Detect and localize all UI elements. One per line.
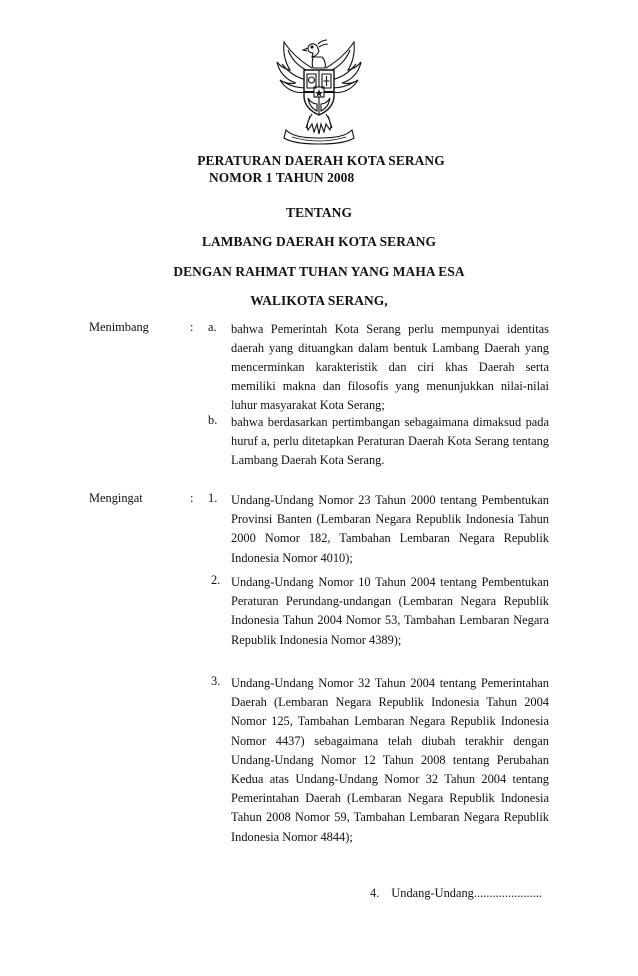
menimbang-item-marker: b. [208, 413, 218, 427]
continuation-number: 4. [370, 886, 380, 900]
mengingat-item-text: Undang-Undang Nomor 23 Tahun 2000 tentang Pembentukan Provinsi Banten (Lembaran Negara Republik Indonesia Tahun 2000 Nomor 182, Tambahan Lembaran Negara Republik Indonesia Nomor 4010); [231, 493, 549, 565]
regulation-title: PERATURAN DAERAH KOTA SERANG [197, 153, 445, 168]
continuation-text: Undang-Undang...................... [391, 886, 543, 900]
menimbang-item-marker: a. [208, 320, 217, 334]
menimbang-colon: : [190, 320, 194, 334]
regulation-number: NOMOR 1 TAHUN 2008 [209, 170, 355, 185]
menimbang-label: Menimbang [89, 320, 149, 334]
menimbang-item-text: bahwa Pemerintah Kota Serang perlu mempunyai identitas daerah yang dituangkan dalam bentuk Lambang Daerah yang mencerminkan karakteristik dan ciri khas Daerah serta memiliki makna dan filosofis yang menunjukkan nilai-nilai luhur masyarakat Kota Serang; [231, 322, 549, 412]
mengingat-item-text: Undang-Undang Nomor 10 Tahun 2004 tentang Pembentukan Peraturan Perundang-undangan (Lembaran Negara Republik Indonesia Tahun 2004 Nomor 53, Tambahan Lembaran Negara Republik Indonesia Nomor 4389); [231, 575, 549, 647]
mengingat-label: Mengingat [89, 491, 143, 505]
regulation-subject: LAMBANG DAERAH KOTA SERANG [201, 234, 437, 249]
official-title: WALIKOTA SERANG, [250, 293, 388, 308]
mengingat-colon: : [190, 491, 194, 505]
tentang-heading: TENTANG [286, 205, 352, 220]
mengingat-item-marker: 3. [211, 674, 221, 688]
mengingat-item-marker: 1. [208, 491, 218, 505]
menimbang-item-text: bahwa berdasarkan pertimbangan sebagaimana dimaksud pada huruf a, perlu ditetapkan Peraturan Daerah Kota Serang tentang Lambang Daerah Kota Serang. [231, 415, 549, 467]
blessing-line: DENGAN RAHMAT TUHAN YANG MAHA ESA [173, 264, 465, 279]
mengingat-item-text: Undang-Undang Nomor 32 Tahun 2004 tentang Pemerintahan Daerah (Lembaran Negara Republik Indonesia Tahun 2004 Nomor 125, Tambahan Lembaran Negara Republik Indonesia Nomor 4437) sebagaimana telah diubah terakhir dengan Undang-Undang Nomor 12 Tahun 2008 tentang Perubahan Kedua atas Undang-Undang Nomor 32 Tahun 2004 tentang Pemerintahan Daerah (Lembaran Negara Republik Indonesia Tahun 2008 Nomor 59, Tambahan Lembaran Negara Republik Indonesia Nomor 4844); [231, 676, 549, 844]
garuda-pancasila-emblem-icon [272, 38, 366, 146]
continuation-note [370, 886, 542, 901]
mengingat-item-marker: 2. [211, 573, 221, 587]
